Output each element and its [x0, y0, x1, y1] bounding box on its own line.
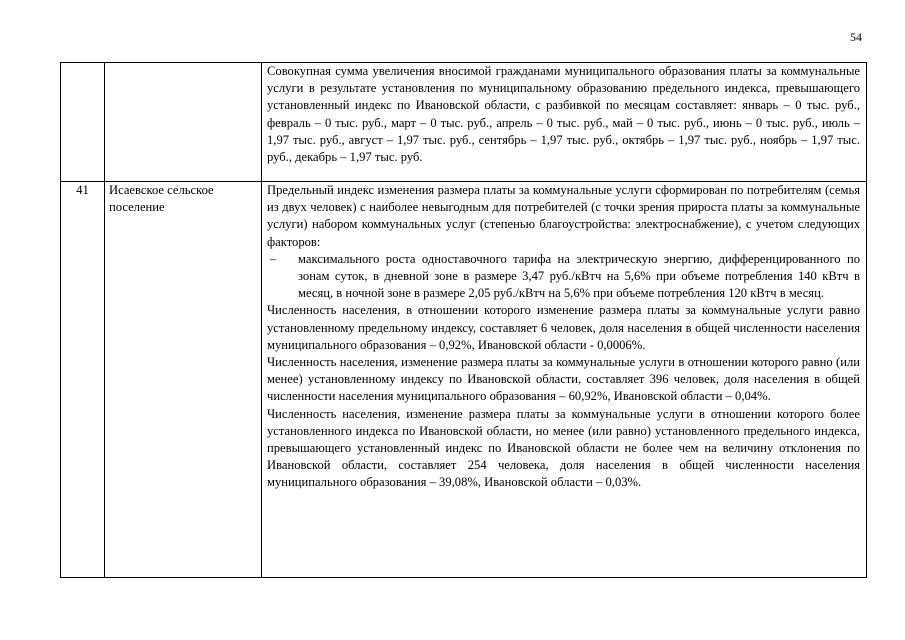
- table-row: [61, 182, 867, 578]
- paragraph: Численность населения, в отношении которого изменение размера платы за коммунальные услуги равно установленному предельному индексу, составляет 6 человек, доля населения в общей численности населения муниципального образования – 0,92%, Ивановской области - 0,0006%.: [267, 303, 860, 352]
- paragraph: Численность населения, изменение размера платы за коммунальные услуги в отношении которого более установленного индекса по Ивановской области, но менее (или равно) установленного предельного индекса, превышающего установленный индекс по Ивановской области не более чем на величину отклонения по Ивановской области, составляет 254 человека, доля населения в общей численности населения муниципального образования – 39,08%, Ивановской области – 0,03%.: [267, 406, 860, 490]
- paragraph: Совокупная сумма увеличения вносимой гражданами муниципального образования платы за коммунальные услуги в результате установления по муниципальному образованию предельного индекса, превышающего установленный индекс по Ивановской области, с разбивкой по месяцам составляет: январь – 0 тыс. руб., февраль – 0 тыс. руб., март – 0 тыс. руб., апрель – 0 тыс. руб., май – 0 тыс. руб., июнь – 0 тыс. руб., июль – 1,97 тыс. руб., август – 1,97 тыс. руб., сентябрь – 1,97 тыс. руб., октябрь – 1,97 тыс. руб., ноябрь – 1,97 тыс. руб., декабрь – 1,97 тыс. руб.: [267, 64, 860, 165]
- page-number: 54: [850, 30, 862, 44]
- paragraph: Предельный индекс изменения размера платы за коммунальные услуги сформирован по потребителям (семья из двух человек) с наиболее невыгодным для потребителей (с точки зрения прироста платы за коммунальные услуги) набором коммунальных услуг (степенью благоустройства: электроснабжение), с учетом следующих факторов:: [267, 183, 860, 249]
- paragraph: Численность населения, изменение размера платы за коммунальные услуги в отношении которого равно (или менее) установленному индексу по Ивановской области, составляет 396 человек, доля населения в общей численности населения муниципального образования – 60,92%, Ивановской области – 0,04%.: [267, 355, 860, 404]
- list-item: [267, 251, 860, 303]
- list-item-text: максимального роста одноставочного тарифа на электрическую энергию, дифференцированного по зонам суток, в дневной зоне в размере 3,47 руб./кВтч на 5,6% при объеме потребления 140 кВтч в месяц, в ночной зоне в размере 2,05 руб./кВтч на 5,6% при объеме потребления 120 кВтч в месяц.: [298, 251, 860, 301]
- description-cell: [262, 63, 867, 182]
- table-row: [61, 63, 867, 182]
- row-number-cell: [61, 63, 105, 182]
- list-dash: –: [270, 251, 277, 266]
- description-cell: [262, 182, 867, 578]
- municipality-name-cell: [105, 63, 262, 182]
- row-number-cell: 41: [61, 182, 105, 578]
- document-table: [60, 62, 867, 578]
- municipality-name-cell: Исаевское сельское поселение: [105, 182, 262, 578]
